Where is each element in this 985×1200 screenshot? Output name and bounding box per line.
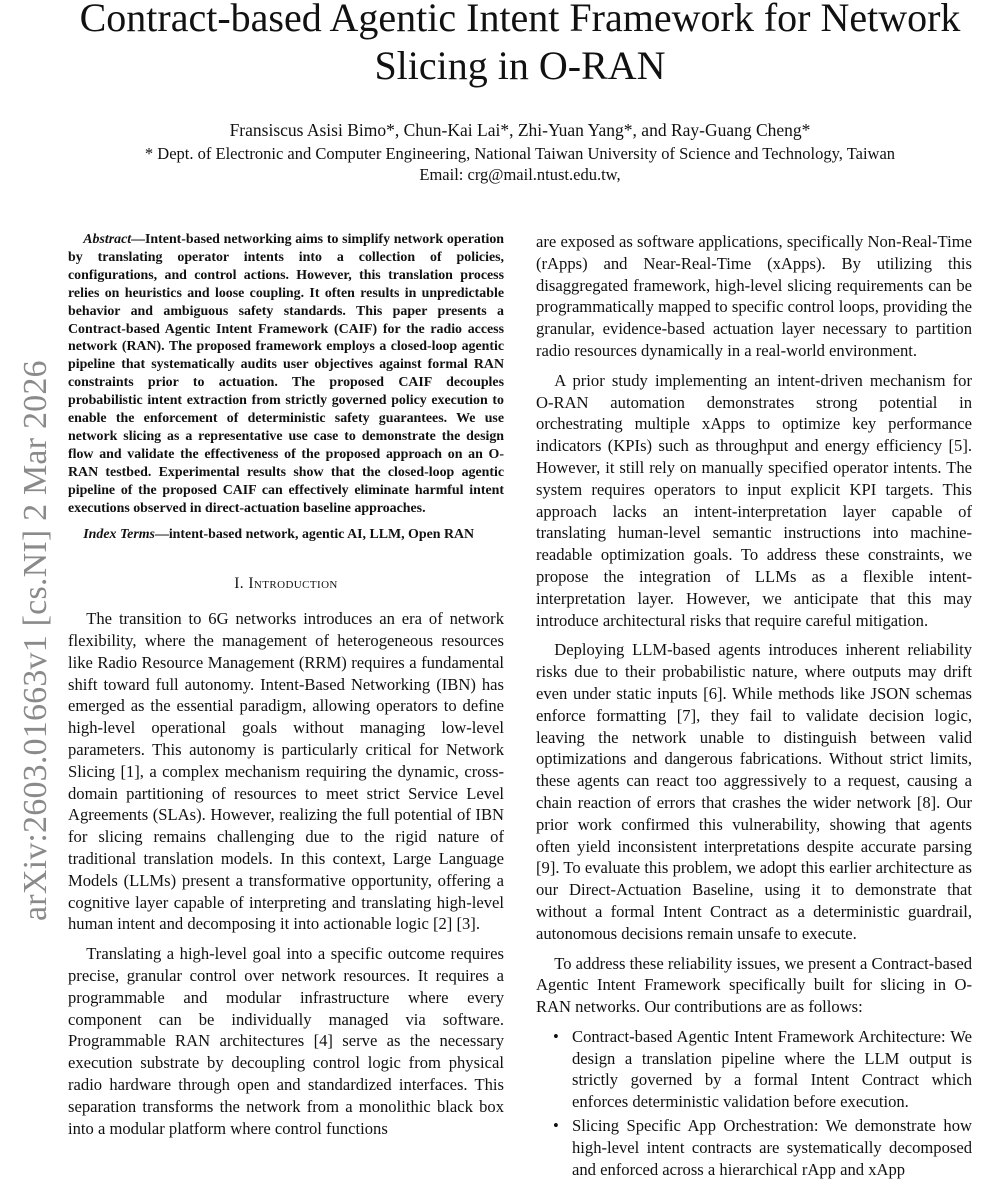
section-number: I. [234, 575, 249, 593]
contribution-item: • Contract-based Agentic Intent Framework Architecture: We design a translation pipeline where the LLM output is strictly governed by a formal Intent Contract which enforces deterministic validation before execution. [572, 1026, 972, 1113]
arxiv-identifier-stamp: arXiv:2603.01663v1 [cs.NI] 2 Mar 2026 [17, 360, 54, 921]
abstract-text: —Intent-based networking aims to simplify network operation by translating operator intents into a collection of policies, configurations, and control actions. However, this translation process relies on heuristics and loose coupling. It often results in unpredictable behavior and ambiguous safety standards. This paper presents a Contract-based Agentic Intent Framework (CAIF) for the radio access network (RAN). The proposed framework employs a closed-loop agentic pipeline that systematically audits user objectives against formal RAN constraints prior to actuation. The proposed CAIF decouples probabilistic intent extraction from strictly governed policy execution to enable the enforcement of deterministic safety guarantees. We use network slicing as a representative use case to demonstrate the design flow and validate the effectiveness of the proposed approach on an O-RAN testbed. Experimental results show that the closed-loop agentic pipeline of the proposed CAIF can effectively eliminate harmful intent executions observed in direct-actuation baseline approaches. [68, 232, 504, 516]
body-paragraph: A prior study implementing an intent-driven mechanism for O-RAN automation demonstrates strong potential in orchestrating multiple xApps to optimize key performance indicators (KPIs) such as throughput and energy efficiency [5]. However, it still rely on manually specified operator intents. The system requires operators to input explicit KPI targets. This approach lacks an intent-interpretation layer capable of translating human-level semantic instructions into machine-readable optimization goals. To address these constraints, we propose the integration of LLMs as a flexible intent-interpretation layer. However, we anticipate that this may introduce architectural risks that require careful mitigation. [536, 370, 972, 630]
body-paragraph: Translating a high-level goal into a specific outcome requires precise, granular control over network resources. It requires a programmable and modular infrastructure where every component can be individually managed via software. Programmable RAN architectures [4] serve as the necessary execution substrate by decoupling control logic from physical radio hardware through open and standardized interfaces. This separation transforms the network from a monolithic black box into a modular platform where control functions [68, 944, 504, 1138]
left-column [68, 231, 504, 1200]
section-heading-introduction [68, 573, 504, 595]
contribution-list [536, 1026, 972, 1181]
author-list: Fransiscus Asisi Bimo*, Chun-Kai Lai*, Zhi-Yuan Yang*, and Ray-Guang Cheng* [229, 120, 811, 140]
author-email: Email: crg@mail.ntust.edu.tw, [419, 165, 621, 184]
contribution-item: • Slicing Specific App Orchestration: We demonstrate how high-level intent contracts are systematically decomposed and enforced across a hierarchical rApp and xApp [572, 1115, 972, 1180]
body-paragraph: The transition to 6G networks introduces an era of network flexibility, where the management of heterogeneous resources like Radio Resource Management (RRM) requires a fundamental shift toward full autonomy. Intent-Based Networking (IBN) has emerged as the essential paradigm, allowing operators to define high-level operational goals without managing low-level parameters. This autonomy is particularly critical for Network Slicing [1], a complex mechanism requiring the dynamic, cross-domain partitioning of resources to meet strict Service Level Agreements (SLAs). However, realizing the full potential of IBN for slicing remains challenging due to the rigid nature of traditional translation models. In this context, Large Language Models (LLMs) present a transformative opportunity, offering a cognitive layer capable of interpreting and translating high-level human intent and decomposing it into actionable logic [2] [3]. [68, 609, 504, 934]
body-paragraph: Deploying LLM-based agents introduces inherent reliability risks due to their probabilistic nature, where outputs may drift even under static inputs [6]. While methods like JSON schemas enforce formatting [7], they fail to validate decision logic, leaving the network unable to distinguish between valid optimizations and dangerous fabrications. Without strict limits, these agents can react too aggressively to a request, causing a chain reaction of errors that crashes the wider network [8]. Our prior work confirmed this vulnerability, showing that agents often yield inconsistent interpretations despite accurate parsing [9]. To evaluate this problem, we adopt this earlier architecture as our Direct-Actuation Baseline, using it to demonstrate that without a formal Intent Contract as a deterministic guardrail, autonomous decisions remain unsafe to execute. [536, 640, 972, 943]
body-paragraph: are exposed as software applications, specifically Non-Real-Time (rApps) and Near-Real-Time (xApps). By utilizing this disaggregated framework, high-level slicing requirements can be programmatically mapped to specific control loops, providing the granular, evidence-based actuation layer necessary to partition radio resources dynamically in a real-world environment. [536, 232, 972, 360]
right-column [536, 231, 972, 1200]
author-affiliation: * Dept. of Electronic and Computer Engineering, National Taiwan University of Science and Technology, Taiwan [144, 144, 896, 163]
body-paragraph: To address these reliability issues, we present a Contract-based Agentic Intent Framework specifically built for slicing in O-RAN networks. Our contributions are as follows: [536, 953, 972, 1017]
index-terms-text: —intent-based network, agentic AI, LLM, Open RAN [154, 526, 475, 542]
index-terms [68, 526, 504, 544]
abstract-label: Abstract [83, 232, 132, 247]
paper-title: Contract-based Agentic Intent Framework for Network Slicing in O-RAN [79, 0, 961, 88]
index-terms-label: Index Terms [83, 526, 155, 542]
section-title: Introduction [248, 575, 338, 593]
abstract [68, 231, 504, 518]
